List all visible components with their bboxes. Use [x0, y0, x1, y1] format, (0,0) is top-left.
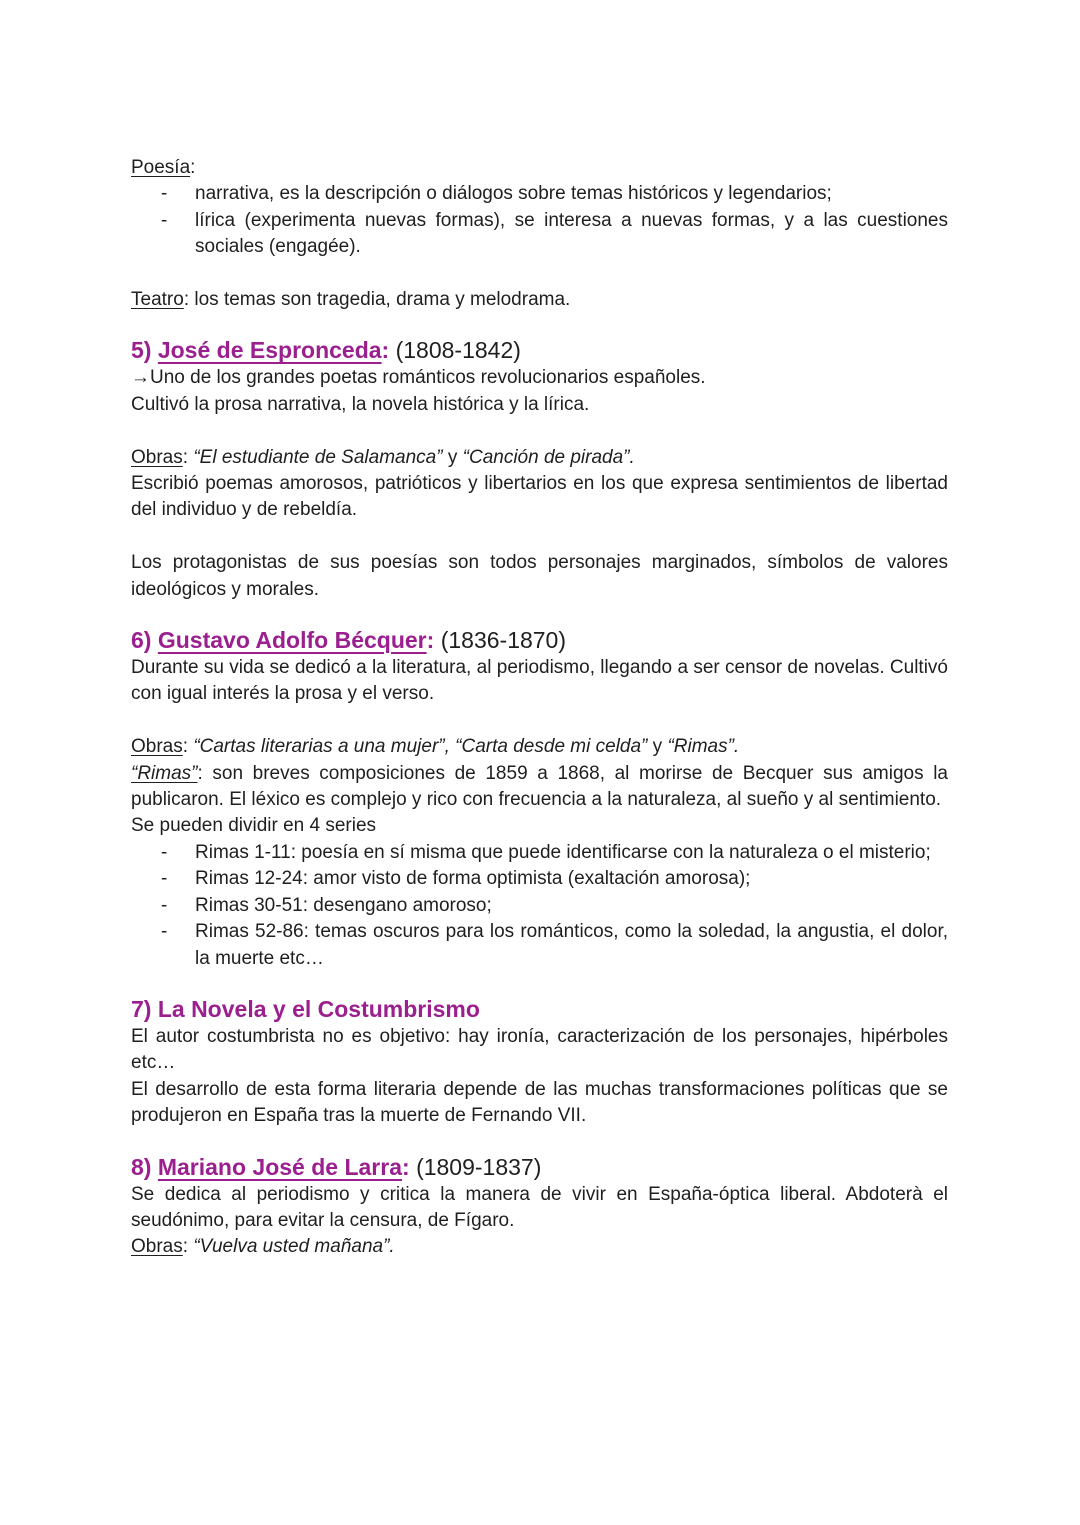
author-name: Gustavo Adolfo Bécquer: [157, 627, 427, 654]
section-number: 5): [131, 337, 152, 364]
rimas-text: : son breves composiciones de 1859 a 1868, al morirse de Becquer sus amigos la publicaron. El léxico es complejo y rico con frecuencia a la naturaleza, al sueño y al sentimiento.: [131, 762, 948, 811]
poesia-heading: Poesía:: [131, 157, 196, 178]
section-number: 6): [131, 627, 152, 654]
paragraph: Escribió poemas amorosos, patrióticos y libertarios en los que expresa sentimientos de libertad del individuo y de rebeldía.: [131, 473, 948, 521]
paragraph: Durante su vida se dedicó a la literatura, al periodismo, llegando a ser censor de novelas. Cultivó con igual interés la prosa y el verso.: [131, 657, 948, 705]
paragraph: Se dedica al periodismo y critica la manera de vivir en España-óptica liberal. Abdoterà el seudónimo, para evitar la censura, de Fígaro.: [131, 1183, 948, 1231]
author-name: Mariano José de Larra: [157, 1153, 402, 1180]
obra-title: “Rimas”.: [667, 736, 740, 758]
obras-label: Obras: [131, 446, 183, 468]
list-item: - lírica (experimenta nuevas formas), se interesa a nuevas formas, y a las cuestiones sociales (engagée).: [195, 208, 948, 261]
paragraph: →Uno de los grandes poetas románticos revolucionarios españoles.: [131, 367, 706, 389]
obras-line: Obras: “El estudiante de Salamanca” y “Canción de pirada”.: [131, 446, 635, 468]
list-item: - Rimas 12-24: amor visto de forma optimista (exaltación amorosa);: [195, 866, 948, 892]
paragraph: El autor costumbrista no es objetivo: hay ironía, caracterización de los personajes, hipérboles etc…: [131, 1025, 948, 1074]
document-page: [131, 155, 948, 1261]
section-number: 8): [131, 1153, 152, 1180]
list-item: - narrativa, es la descripción o diálogos sobre temas históricos y legendarios;: [195, 181, 948, 207]
author-dates: (1836-1870): [440, 627, 567, 654]
conjunction: y: [652, 736, 663, 758]
teatro-text: los temas son tragedia, drama y melodrama.: [194, 289, 571, 311]
rimas-series-list: [131, 840, 948, 972]
author-dates: (1809-1837): [416, 1153, 542, 1180]
obras-label: Obras: [131, 1236, 183, 1258]
section-heading-becquer: 6) Gustavo Adolfo Bécquer: (1836-1870): [131, 627, 567, 654]
section-heading-novela: 7) La Novela y el Costumbrismo: [131, 995, 480, 1022]
paragraph: El desarrollo de esta forma literaria depende de las muchas transformaciones políticas que se produjeron en España tras la muerte de Fernando VII.: [131, 1078, 948, 1127]
teatro-line: Teatro: los temas son tragedia, drama y melodrama.: [131, 289, 571, 311]
list-item: - Rimas 52-86: temas oscuros para los románticos, como la soledad, la angustia, el dolor, la muerte etc…: [195, 919, 948, 972]
rimas-label: “Rimas”: [131, 762, 198, 784]
obra-title: “El estudiante de Salamanca”: [193, 446, 443, 468]
author-dates: (1808-1842): [395, 337, 521, 364]
teatro-label: Teatro: [131, 289, 184, 311]
paragraph: Se pueden dividir en 4 series: [131, 815, 377, 837]
obras-line: Obras: “Cartas literarias a una mujer”, “Carta desde mi celda” y “Rimas”.: [131, 736, 740, 758]
obras-label: Obras: [131, 736, 183, 758]
section-heading-espronceda: 5) José de Espronceda: (1808-1842): [131, 337, 521, 364]
obras-line: Obras: “Vuelva usted mañana”.: [131, 1236, 395, 1258]
conjunction: y: [447, 446, 458, 468]
obra-title: “Vuelva usted mañana”.: [193, 1236, 395, 1258]
list-item: - Rimas 1-11: poesía en sí misma que puede identificarse con la naturaleza o el misterio;: [195, 840, 948, 866]
obra-title: “Canción de pirada”.: [462, 446, 635, 468]
author-name: José de Espronceda: [157, 337, 382, 364]
poesia-label: Poesía: [131, 157, 191, 178]
poesia-list: [131, 181, 948, 260]
section-heading-larra: 8) Mariano José de Larra: (1809-1837): [131, 1153, 542, 1180]
paragraph: Los protagonistas de sus poesías son todos personajes marginados, símbolos de valores ideológicos y morales.: [131, 552, 948, 600]
obra-title: “Cartas literarias a una mujer”, “Carta desde mi celda”: [193, 736, 648, 758]
paragraph: Cultivó la prosa narrativa, la novela histórica y la lírica.: [131, 393, 590, 415]
list-item: - Rimas 30-51: desengano amoroso;: [195, 893, 948, 919]
rimas-paragraph: [131, 761, 948, 814]
